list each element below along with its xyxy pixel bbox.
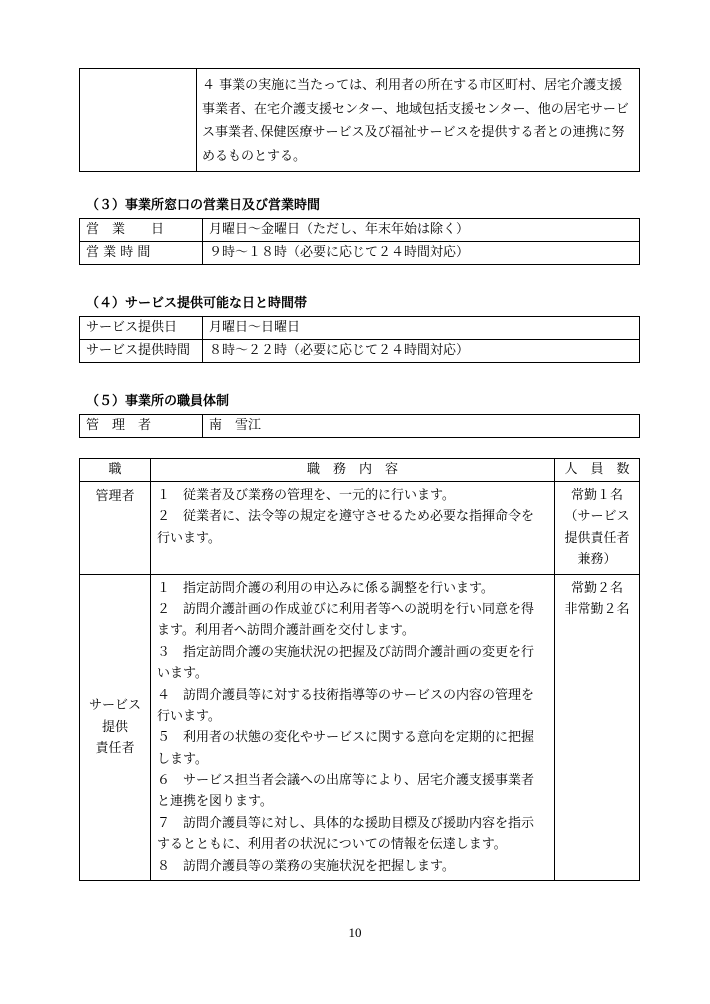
count-line: （サービス: [564, 509, 630, 525]
spacer-line: [157, 549, 550, 570]
business-days-label: 営 業 日: [80, 219, 203, 242]
header-duty: 職 務 内 容: [150, 459, 554, 482]
text-line: めるものとする。: [202, 148, 307, 164]
duty-line: ２ 従業者に、法令等の規定を遵守させるため必要な指揮命令を: [156, 509, 534, 525]
duty-line: ２ 訪問介護計画の作成並びに利用者等への説明を行い同意を得: [156, 601, 534, 617]
duty-line: ５ 利用者の状態の変化やサービスに関する意向を定期的に把握: [156, 730, 534, 746]
duty-line: います。: [156, 666, 208, 682]
duty-line: 行います。: [156, 708, 221, 724]
header-count: 人 員 数: [555, 459, 640, 482]
text-line: ス事業者､保健医療サービス及び福祉サービスを提供する者との連携に努: [202, 125, 625, 140]
page-number: 10: [348, 925, 362, 940]
role-cell-manager: [80, 482, 151, 575]
role-line: サービス: [88, 698, 141, 714]
duty-line: ８ 訪問介護員等の業務の実施状況を把握します。: [156, 858, 455, 874]
section4-heading: （４）サービス提供可能な日と時間帯: [86, 296, 308, 311]
business-hours-value: ９時～１８時（必要に応じて２４時間対応）: [203, 242, 640, 265]
duty-line: ます。利用者へ訪問介護計画を交付します。: [156, 623, 415, 639]
count-cell-service-manager: [555, 574, 640, 880]
duty-cell-service-manager: [150, 574, 554, 880]
duty-line: ６ サービス担当者会議への出席等により、居宅介護支援事業者: [156, 773, 534, 789]
text-line: 事業者、在宅介護支援センター、地域包括支援センター、他の居宅サービ: [202, 101, 629, 117]
business-hours-label: 営 業 時 間: [80, 242, 203, 265]
table-row: [80, 574, 640, 880]
role-line: 管理者: [95, 489, 135, 504]
count-line: 非常勤２名: [564, 601, 630, 617]
business-hours-table: [79, 218, 640, 265]
continued-text-table: [79, 68, 640, 172]
manager-table: [79, 414, 640, 438]
duty-line: ３ 指定訪問介護の実施状況の把握及び訪問介護計画の変更を行: [156, 644, 534, 660]
service-hours-value: ８時～２２時（必要に応じて２４時間対応）: [203, 340, 640, 363]
duty-line: 行います。: [156, 530, 221, 546]
duty-line: と連携を図ります。: [156, 794, 273, 810]
blank-cell: [80, 69, 197, 172]
service-days-label: サービス提供日: [80, 317, 203, 340]
manager-label: 管 理 者: [80, 415, 203, 438]
business-days-value: 月曜日～金曜日（ただし、年末年始は除く）: [203, 219, 640, 242]
count-line: 兼務）: [577, 552, 617, 568]
duty-line: ４ 訪問介護員等に対する技術指導等のサービスの内容の管理を: [156, 687, 534, 703]
text-line: ４ 事業の実施に当たっては、利用者の所在する市区町村、居宅介護支援: [202, 78, 623, 93]
duty-line: するとともに、利用者の状況についての情報を伝達します。: [156, 837, 507, 853]
manager-value: 南 雪江: [203, 415, 640, 438]
duty-cell-manager: [150, 482, 554, 575]
service-days-value: 月曜日～日曜日: [203, 317, 640, 340]
duty-line: します。: [156, 751, 208, 767]
count-line: 提供責任者: [564, 530, 630, 546]
service-hours-table: [79, 316, 640, 363]
count-line: 常勤２名: [571, 580, 624, 596]
service-hours-label: サービス提供時間: [80, 340, 203, 363]
section3-heading: （３）事業所窓口の営業日及び営業時間: [86, 198, 321, 213]
duty-line: １ 指定訪問介護の利用の申込みに係る調整を行います。: [156, 580, 494, 596]
duty-line: １ 従業者及び業務の管理を、一元的に行います。: [156, 488, 455, 503]
role-line: 責任者: [95, 740, 135, 756]
role-line: 提供: [101, 719, 128, 735]
count-line: 常勤１名: [571, 488, 624, 503]
role-cell-service-manager: [80, 574, 151, 880]
header-role: 職: [80, 459, 151, 482]
staff-table-header: [80, 459, 640, 482]
continued-text-cell: [197, 69, 640, 172]
count-cell-manager: [555, 482, 640, 575]
table-row: [80, 482, 640, 575]
section5-heading: （５）事業所の職員体制: [86, 394, 230, 409]
duty-line: ７ 訪問介護員等に対し、具体的な援助目標及び援助内容を指示: [156, 815, 534, 831]
staff-table: [79, 458, 640, 881]
